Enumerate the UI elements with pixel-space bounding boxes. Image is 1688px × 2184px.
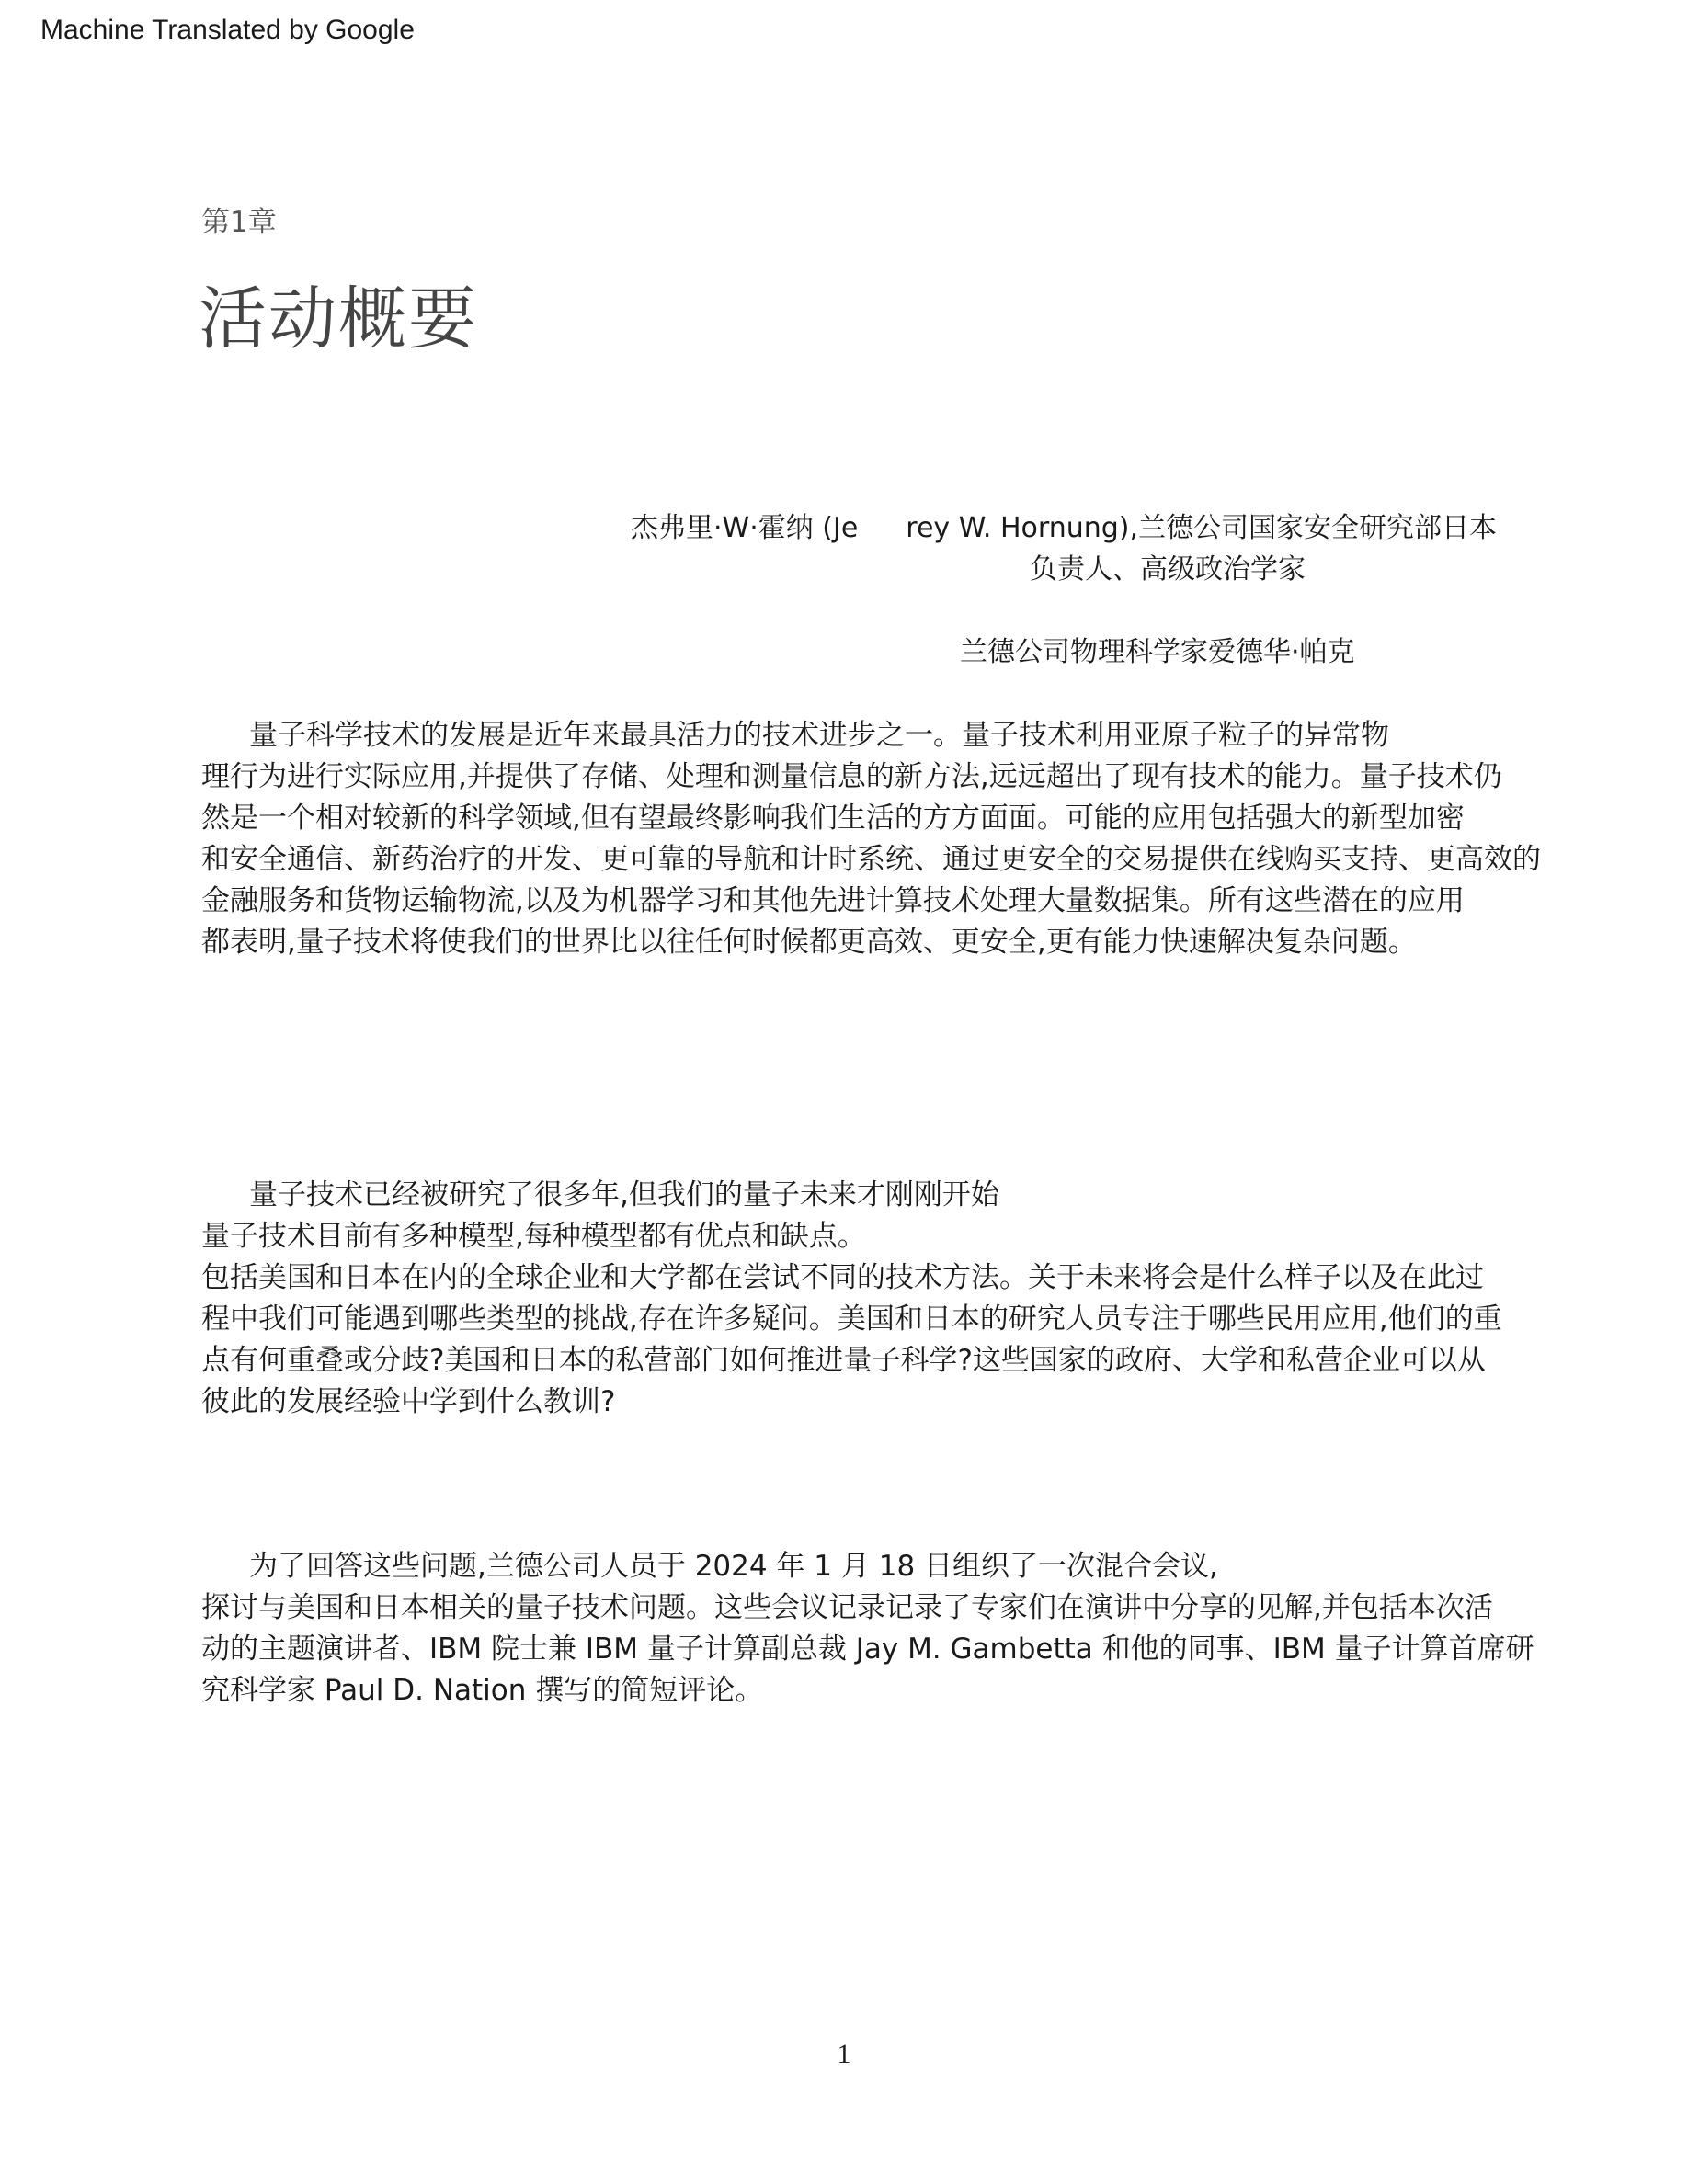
paragraph-intro — [201, 715, 1541, 963]
author-affiliation: rey W. Hornung),兰德公司国家安全研究部日本 — [906, 512, 1498, 544]
author-credit-parker: 兰德公司物理科学家爱德华·帕克 — [960, 636, 1355, 668]
page-number: 1 — [837, 2039, 851, 2069]
paragraph-line: 和安全通信、新药治疗的开发、更可靠的导航和计时系统、通过更安全的交易提供在线购买支持、更高效的 — [201, 843, 1541, 876]
chapter-label: 第1章 — [201, 206, 277, 239]
paragraph-line: 包括美国和日本在内的全球企业和大学都在尝试不同的技术方法。关于未来将会是什么样子以及在此过 — [201, 1261, 1484, 1294]
paragraph-line: 动的主题演讲者、IBM 院士兼 IBM 量子计算副总裁 Jay M. Gambetta 和他的同事、IBM 量子计算首席研 — [201, 1632, 1534, 1666]
paragraph-line: 彼此的发展经验中学到什么教训? — [201, 1385, 616, 1418]
paragraph-line: 理行为进行实际应用,并提供了存储、处理和测量信息的新方法,远远超出了现有技术的能力。量子技术仍 — [201, 760, 1502, 793]
paragraph-line: 探讨与美国和日本相关的量子技术问题。这些会议记录记录了专家们在演讲中分享的见解,并包括本次活 — [201, 1591, 1493, 1624]
paragraph-questions — [201, 1175, 1507, 1423]
machine-translation-banner: Machine Translated by Google — [40, 15, 415, 45]
author-role: 负责人、高级政治学家 — [1030, 553, 1306, 586]
paragraph-line: 都表明,量子技术将使我们的世界比以往任何时候都更高效、更安全,更有能力快速解决复杂问题。 — [201, 926, 1417, 959]
paragraph-line: 然是一个相对较新的科学领域,但有望最终影响我们生活的方方面面。可能的应用包括强大的新型加密 — [201, 802, 1465, 835]
author-name-part: 杰弗里·W·霍纳 (Je — [631, 512, 859, 544]
author-credit-hornung — [552, 507, 1526, 590]
paragraph-line: 点有何重叠或分歧?美国和日本的私营部门如何推进量子科学?这些国家的政府、大学和私营企业可以从 — [201, 1344, 1486, 1377]
author-credit-line — [552, 507, 1526, 549]
paragraph-line: 为了回答这些问题,兰德公司人员于 2024 年 1 月 18 日组织了一次混合会议, — [249, 1550, 1218, 1583]
paragraph-conference — [201, 1546, 1534, 1712]
paragraph-line: 量子技术目前有多种模型,每种模型都有优点和缺点。 — [201, 1220, 866, 1253]
paragraph-line: 金融服务和货物运输物流,以及为机器学习和其他先进计算技术处理大量数据集。所有这些潜在的应用 — [201, 884, 1465, 917]
paragraph-line: 究科学家 Paul D. Nation 撰写的简短评论。 — [201, 1674, 764, 1707]
paragraph-line: 程中我们可能遇到哪些类型的挑战,存在许多疑问。美国和日本的研究人员专注于哪些民用应用,他们的重 — [201, 1302, 1502, 1336]
paragraph-line: 量子科学技术的发展是近年来最具活力的技术进步之一。量子技术利用亚原子粒子的异常物 — [249, 719, 1389, 752]
chapter-title: 活动概要 — [199, 279, 478, 358]
paragraph-line: 量子技术已经被研究了很多年,但我们的量子未来才刚刚开始 — [249, 1178, 999, 1211]
